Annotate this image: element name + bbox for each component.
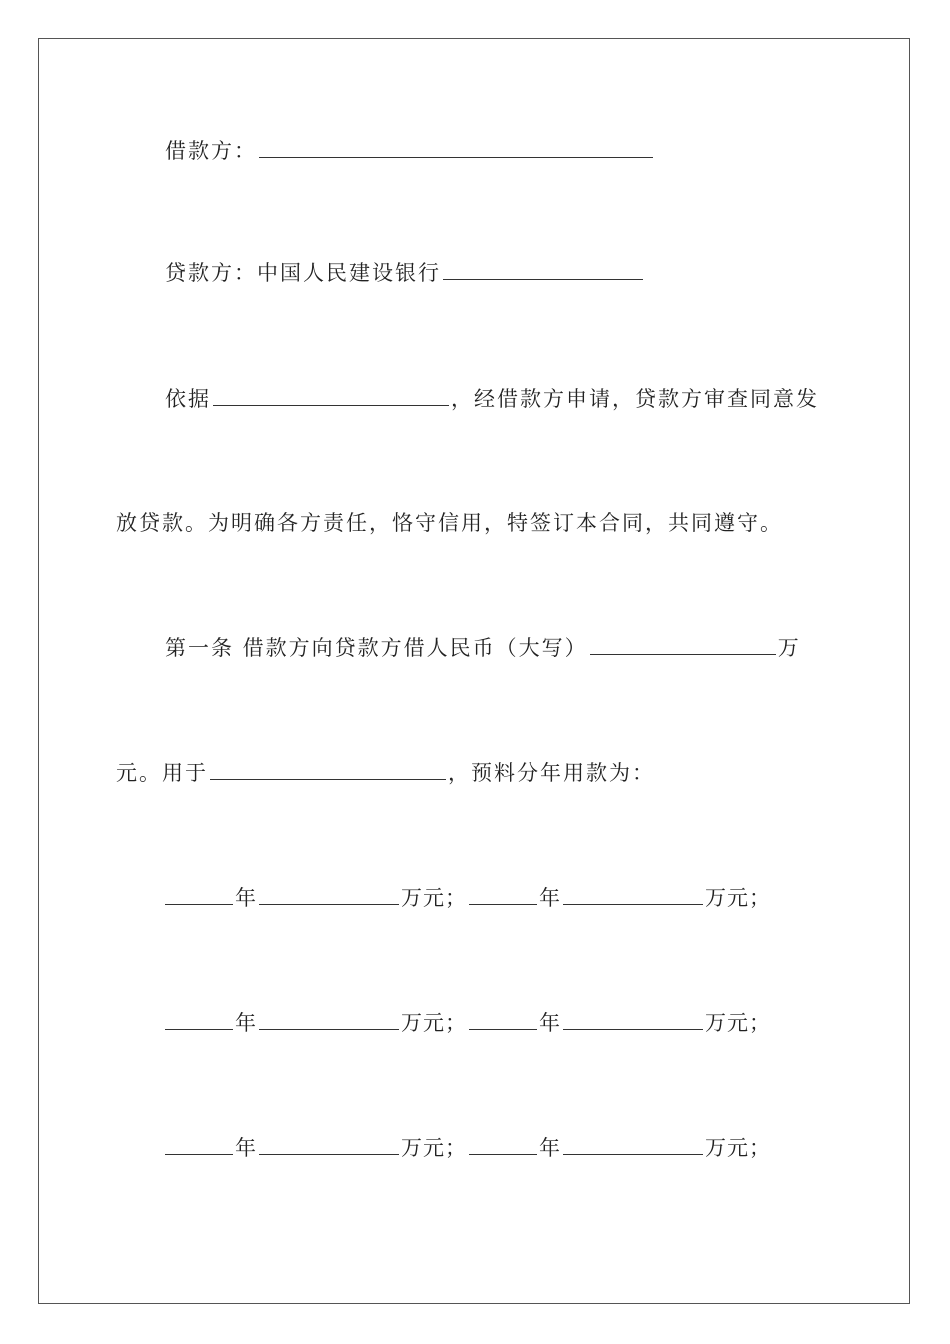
amount-unit: 万元；	[705, 1136, 771, 1160]
loan-amount-blank[interactable]	[590, 632, 776, 655]
schedule-row-1	[163, 882, 771, 913]
basis-line-1	[165, 383, 819, 414]
purpose-blank[interactable]	[210, 757, 446, 780]
lender-branch-blank[interactable]	[443, 257, 643, 280]
basis-blank[interactable]	[213, 383, 449, 406]
basis-line-2-text: 放贷款。为明确各方责任，恪守信用，特签订本合同，共同遵守。	[116, 511, 783, 535]
year-blank[interactable]	[469, 1132, 537, 1155]
year-label: 年	[235, 1136, 257, 1160]
amount-unit: 万元；	[401, 886, 467, 910]
basis-suffix: ，经借款方申请，贷款方审查同意发	[451, 387, 819, 411]
amount-unit: 万元；	[401, 1136, 467, 1160]
year-blank[interactable]	[469, 882, 537, 905]
amount-unit: 万元；	[705, 886, 771, 910]
article1-line-2	[116, 757, 655, 788]
amount-blank[interactable]	[259, 1132, 399, 1155]
year-blank[interactable]	[469, 1007, 537, 1030]
year-label: 年	[539, 886, 561, 910]
year-blank[interactable]	[165, 1007, 233, 1030]
amount-blank[interactable]	[259, 1007, 399, 1030]
lender-name: 中国人民建设银行	[257, 261, 441, 285]
lender-label: 贷款方：	[165, 261, 257, 285]
schedule-row-3	[163, 1132, 771, 1163]
amount-unit: 万元；	[705, 1011, 771, 1035]
amount-blank[interactable]	[563, 882, 703, 905]
year-label: 年	[235, 886, 257, 910]
year-label: 年	[539, 1136, 561, 1160]
year-blank[interactable]	[165, 882, 233, 905]
article1-line-1	[165, 632, 801, 663]
year-label: 年	[539, 1011, 561, 1035]
amount-unit: 万元；	[401, 1011, 467, 1035]
basis-line-2	[116, 508, 783, 538]
article1-prefix: 第一条 借款方向贷款方借人民币（大写）	[165, 636, 588, 660]
amount-blank[interactable]	[563, 1132, 703, 1155]
lender-line	[165, 257, 645, 288]
purpose-prefix: 元。用于	[116, 761, 208, 785]
borrower-label: 借款方：	[165, 139, 257, 163]
basis-prefix: 依据	[165, 387, 211, 411]
article1-unit: 万	[777, 636, 801, 660]
amount-blank[interactable]	[563, 1007, 703, 1030]
year-label: 年	[235, 1011, 257, 1035]
page-frame	[38, 38, 910, 1304]
year-blank[interactable]	[165, 1132, 233, 1155]
amount-blank[interactable]	[259, 882, 399, 905]
borrower-blank[interactable]	[259, 135, 653, 158]
borrower-line	[165, 135, 655, 166]
schedule-row-2	[163, 1007, 771, 1038]
purpose-suffix: ，预料分年用款为：	[448, 761, 655, 785]
